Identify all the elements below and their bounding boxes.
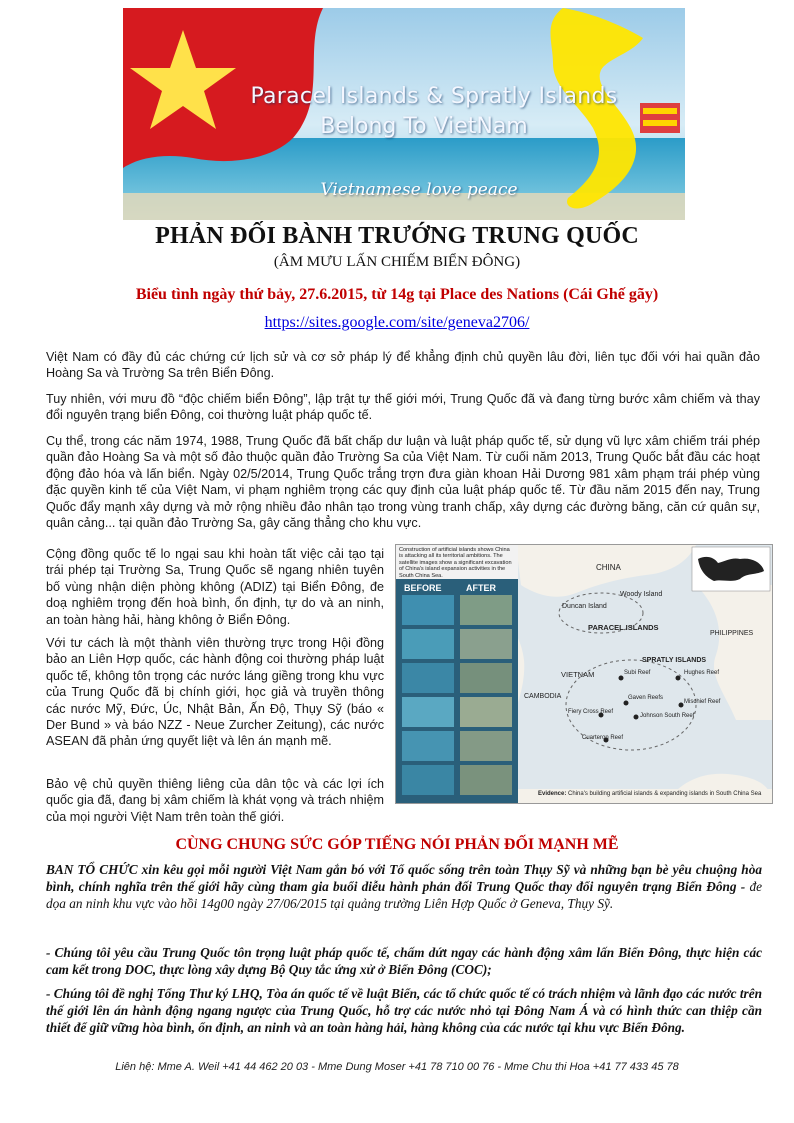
header-banner [123,8,685,220]
evidence-label: Evidence: [538,791,567,797]
appeal-lead: BAN TỔ CHỨC xin kêu gọi mỗi người Việt Nam gắn bó với Tổ quốc sống trên toàn Thụy Sỹ và những bạn bè yêu chuộng hòa bình, chính nghĩa trên thế giới hãy cùng tham gia buổi diễu hành phản đối Trung Quốc thay đổi nguyên trạng Biển Đông - [46,862,762,895]
map-label-duncan: Duncan Island [562,603,607,610]
event-link-row [0,314,794,332]
south-china-sea-map [395,544,773,804]
before-label: BEFORE [404,583,442,593]
banner-subheadline: Belong To VietNam [320,114,528,139]
body-paragraph-6: Bảo vệ chủ quyền thiêng liêng của dân tộc và các lợi ích quốc gia đã, đang bị xâm chiếm là khát vọng và trách nhiệm của mọi người Việt Nam trên toàn thế giới. [46,777,384,824]
map-label-paracel: PARACEL ISLANDS [588,623,659,632]
map-label-vietnam: VIETNAM [561,670,595,679]
after-label: AFTER [466,583,496,593]
banner-slogan: Vietnamese love peace [320,180,518,200]
body-paragraph-5: Với tư cách là một thành viên thường trực trong Hội đồng bảo an Liên Hợp quốc, các hành động coi thường pháp luật quốc tế, không tôn trọng các nước láng giềng trong khu vực của Trung Quốc đã bị chính giới, học giả và truyền thông các nước Mỹ, Đức, Úc, Nhật Bản, Ấn Độ, Thụy Sỹ (báo « Der Bund » và báo NZZ - Neue Zurcher Zeitung), các nước ASEAN đã phản ứng quyết liệt và lên án mạnh mẽ. [46,636,384,749]
body-paragraph-4: Cộng đồng quốc tế lo ngại sau khi hoàn tất việc cải tạo tại trái phép tại Trường Sa, Trung Quốc sẽ ngang nhiên tuyên bố vùng nhận diện phòng không (ADIZ) tại Biển Đông, đe doạ nghiêm trọng đến hoà bình, ổn định, tự do và an ninh, an toàn hàng hải, hàng không ở Biển Đông. [46,547,384,627]
contact-info: Liên hệ: Mme A. Weil +41 44 462 20 03 - Mme Dung Moser +41 78 710 00 76 - Mme Chu thi Hoa +41 77 433 45 78 [115,1061,679,1073]
appeal-rest: đe dọa an ninh khu vực vào hồi 14g00 ngày 27/06/2015 tại quảng trường Liên Hợp Quốc ở Geneva, Thụy Sỹ. [46,879,763,912]
call-to-action-heading: CÙNG CHUNG SỨC GÓP TIẾNG NÓI PHẢN ĐỐI MẠNH MẼ [175,836,619,853]
body-paragraph-2: Tuy nhiên, với mưu đồ “độc chiếm biển Đông”, lập trật tự thế giới mới, Trung Quốc đã và đang từng bước xâm chiếm và thay đổi nguyên trạng biển Đông, coi thường luật pháp quốc tế. [46,392,760,423]
appeal-paragraph [46,861,762,913]
map-label-gaven: Gaven Reefs [628,695,664,701]
banner-headline: Paracel Islands & Spratly Islands [250,84,618,109]
map-label-philippines: PHILIPPINES [710,630,754,637]
body-paragraph-1: Việt Nam có đầy đủ các chứng cứ lịch sử và cơ sở pháp lý để khẳng định chủ quyền lâu đời, liên tục đối với hai quần đảo Hoàng Sa và Trường Sa trên Biển Đông. [46,350,760,381]
map-label-johnson: Johnson South Reef [640,713,695,719]
map-caption: Construction of artificial islands shows China is attacking all its territorial ambitions. The satellite images show a significant excavation of China's island expansion activities in the South China Sea. [399,547,512,579]
map-label-spratly: SPRATLY ISLANDS [642,657,707,664]
demand-1: - Chúng tôi yêu cầu Trung Quốc tôn trọng luật pháp quốc tế, chấm dứt ngay các hành động xâm lấn Biển Đông, thực hiện các cam kết trong DOC, thực lòng xây dựng Bộ Quy tắc ứng xử ở Biển Đông (COC); [46,945,762,978]
map-label-subi: Subi Reef [624,670,651,676]
map-label-fiery: Fiery Cross Reef [568,709,614,715]
map-label-cambodia: CAMBODIA [524,693,562,700]
page-subtitle: (ÂM MƯU LẤN CHIẾM BIỂN ĐÔNG) [273,254,521,270]
body-paragraph-3: Cụ thể, trong các năm 1974, 1988, Trung Quốc đã bất chấp dư luận và luật pháp quốc tế, sử dụng vũ lực xâm chiếm trái phép quần đảo Hoàng Sa và một số đảo thuộc quần đảo Trường Sa của Việt Nam. Từ cuối năm 2013, Trung Quốc bắt đầu các hoạt động đảo hóa và lấn biển. Ngày 02/5/2014, Trung Quốc trắng trợn đưa giàn khoan Hải Dương 981 xâm phạm trái phép vùng đặc quyền kinh tế của Việt Nam, vi phạm nghiêm trọng các quy định của luật pháp quốc tế. Từ đầu năm 2015 đến nay, Trung Quốc đẩy mạnh xây dựng và mở rộng nhiều đảo nhân tạo trong vùng tranh chấp, xây dựng các đường băng, căn cứ quân sự, quân cảng... tại quần đảo Trường Sa, gây căng thẳng cho khu vực. [46,434,760,531]
page-title: PHẢN ĐỐI BÀNH TRƯỚNG TRUNG QUỐC [155,223,639,249]
event-details: Biểu tình ngày thứ bảy, 27.6.2015, từ 14g tại Place des Nations (Cái Ghế gãy) [135,286,659,303]
map-label-cuarteron: Cuarteron Reef [582,735,624,741]
map-label-woody: Woody Island [620,591,663,598]
map-label-hughes: Hughes Reef [684,670,720,676]
demand-2: - Chúng tôi đề nghị Tổng Thư ký LHQ, Tòa án quốc tế về luật Biển, các tổ chức quốc tế có trách nhiệm và lãnh đạo các nước trên thế giới lên án hành động ngang ngược của Trung Quốc, hỗ trợ các nước nhỏ tại Đông Nam Á và có hình thức can thiệp cần thiết để giữ vững hòa bình, ổn định, an ninh và an toàn hàng hải, hàng không của các nước tại khu vực Biển Đông. [46,986,762,1036]
map-evidence [538,791,761,797]
map-label-china: CHINA [596,563,621,572]
event-website-link[interactable]: https://sites.google.com/site/geneva2706/ [264,314,530,331]
map-label-mischief: Mischief Reef [684,699,721,705]
evidence-text: China's building artificial islands & expanding islands in South China Sea [566,791,762,797]
